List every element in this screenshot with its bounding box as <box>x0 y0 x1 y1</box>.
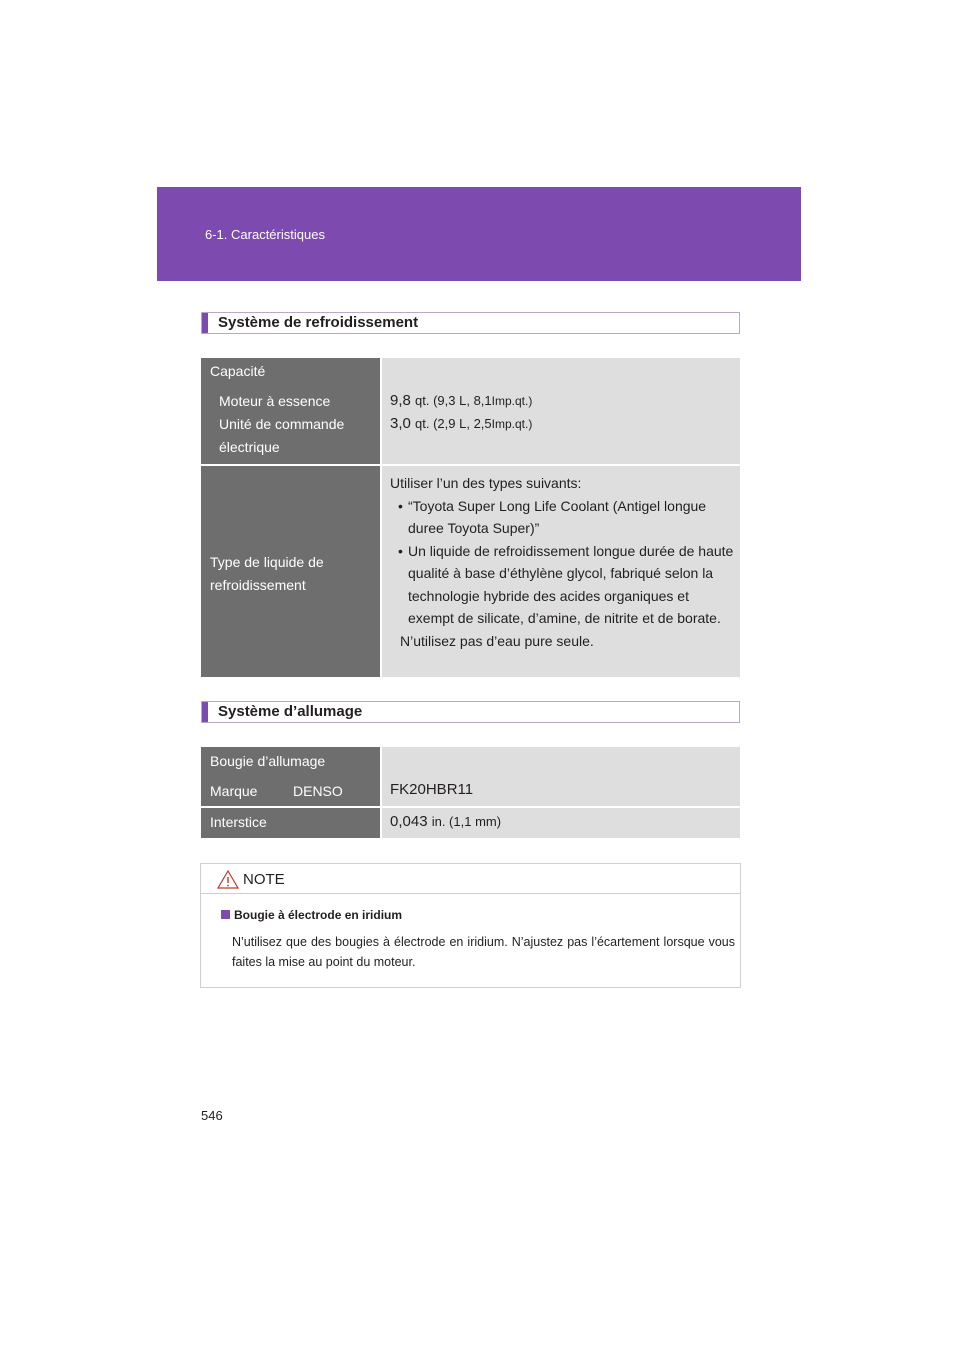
gap-value-cell <box>382 808 740 838</box>
ecu-value-imp: Imp.qt.) <box>491 417 533 431</box>
ecu-label-line1: Unité de commande <box>219 416 345 432</box>
capacity-label: Capacité <box>210 363 266 379</box>
title-accent-bar <box>202 702 208 722</box>
ignition-title-text: Système d’allumage <box>218 703 363 720</box>
coolant-label-line1: Type de liquide de <box>210 554 324 570</box>
coolant-value-text <box>390 472 735 652</box>
coolant-label-cell <box>201 466 380 677</box>
plug-label: Bougie d’allumage <box>210 753 326 769</box>
gap-row <box>201 808 740 838</box>
section-title: 6-1. Caractéristiques <box>205 227 325 242</box>
ecu-label-line2: électrique <box>219 439 280 455</box>
cooling-title-text: Système de refroidissement <box>218 314 419 331</box>
capacity-label-cell <box>201 358 380 464</box>
gap-value-main: 0,043 <box>390 813 428 830</box>
ecu-capacity-value <box>390 415 532 432</box>
brand-label: Marque <box>210 783 258 799</box>
engine-value-imp: Imp.qt.) <box>491 394 533 408</box>
coolant-label-line2: refroidissement <box>210 577 306 593</box>
cooling-section-title <box>201 312 740 334</box>
brand-value: DENSO <box>293 783 343 799</box>
square-bullet-icon <box>221 910 230 919</box>
warning-triangle-icon <box>217 870 239 889</box>
engine-label: Moteur à essence <box>219 393 331 409</box>
plug-value: FK20HBR11 <box>390 781 474 798</box>
note-subtitle: Bougie à électrode en iridium <box>221 908 402 922</box>
ecu-value-main: 3,0 <box>390 415 411 432</box>
gap-value-small: in. (1,1 mm) <box>431 814 502 829</box>
gap-label: Interstice <box>210 814 267 830</box>
gap-label-cell <box>201 808 380 838</box>
coolant-intro: Utiliser l’un des types suivants: <box>390 475 582 491</box>
coolant-option-2: • Un liquide de refroidissement longue durée de haute qualité à base d’éthylène glycol, fabriqué selon la technologie hybride des acides organiques et exempt de silicate, d’amine, de nitrite et de borate. <box>398 542 734 626</box>
note-label: NOTE <box>243 871 285 888</box>
capacity-row <box>201 358 740 466</box>
coolant-warning: N’utilisez pas d’eau pure seule. <box>400 632 594 649</box>
spark-plug-row <box>201 747 740 808</box>
engine-value-main: 9,8 <box>390 392 411 409</box>
coolant-option-1: • “Toyota Super Long Life Coolant (Antigel longue duree Toyota Super)” <box>398 497 707 536</box>
chapter-header <box>157 187 801 281</box>
note-header <box>201 864 740 894</box>
cooling-table <box>201 358 740 679</box>
gap-value <box>390 813 501 830</box>
note-box <box>200 863 741 988</box>
plug-value-cell <box>382 747 740 806</box>
ecu-value-small: qt. (2,9 L, 2,5 <box>415 416 492 431</box>
title-accent-bar <box>202 313 208 333</box>
capacity-value-cell <box>382 358 740 464</box>
ignition-table <box>201 747 740 838</box>
engine-capacity-value <box>390 392 532 409</box>
ignition-section-title <box>201 701 740 723</box>
coolant-value-cell <box>382 466 740 677</box>
engine-value-small: qt. (9,3 L, 8,1 <box>415 393 492 408</box>
plug-label-cell <box>201 747 380 806</box>
note-body: N’utilisez que des bougies à électrode en iridium. N’ajustez pas l’écartement lorsque vous faites la mise au point du moteur. <box>232 935 735 969</box>
coolant-type-row <box>201 466 740 679</box>
page-number: 546 <box>201 1108 223 1123</box>
